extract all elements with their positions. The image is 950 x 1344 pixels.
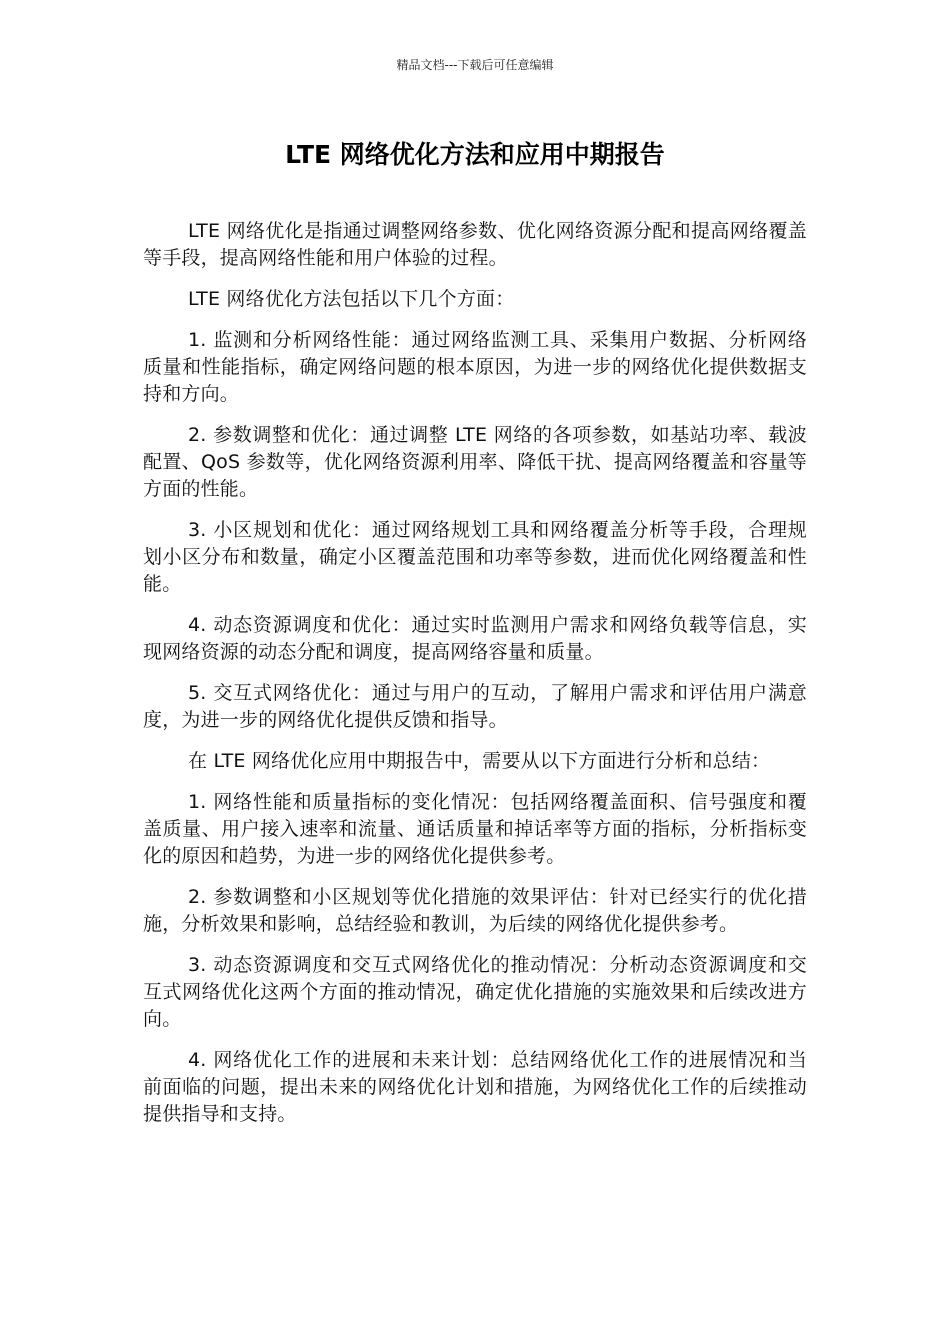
page-title: LTE 网络优化方法和应用中期报告: [285, 140, 665, 169]
paragraph-method-3: 3. 小区规划和优化：通过网络规划工具和网络覆盖分析等手段，合理规划小区分布和数量，确定小区覆盖范围和功率等参数，进而优化网络覆盖和性能。: [143, 519, 807, 595]
paragraph-method-4: 4. 动态资源调度和优化：通过实时监测用户需求和网络负载等信息，实现网络资源的动态分配和调度，提高网络容量和质量。: [143, 614, 807, 663]
paragraph-methods-lead: LTE 网络优化方法包括以下几个方面：: [188, 288, 515, 310]
paragraph-method-1: 1. 监测和分析网络性能：通过网络监测工具、采集用户数据、分析网络质量和性能指标，确定网络问题的根本原因，为进一步的网络优化提供数据支持和方向。: [143, 329, 807, 405]
paragraph-intro: LTE 网络优化是指通过调整网络参数、优化网络资源分配和提高网络覆盖等手段，提高网络性能和用户体验的过程。: [143, 220, 807, 269]
paragraph-report-4: 4. 网络优化工作的进展和未来计划：总结网络优化工作的进展情况和当前面临的问题，提出未来的网络优化计划和措施，为网络优化工作的后续推动提供指导和支持。: [143, 1049, 807, 1125]
paragraph-method-2: 2. 参数调整和优化：通过调整 LTE 网络的各项参数，如基站功率、载波配置、QoS 参数等，优化网络资源利用率、降低干扰、提高网络覆盖和容量等方面的性能。: [143, 424, 807, 500]
paragraph-report-2: 2. 参数调整和小区规划等优化措施的效果评估：针对已经实行的优化措施，分析效果和影响，总结经验和教训，为后续的网络优化提供参考。: [143, 886, 807, 935]
paragraph-report-lead: 在 LTE 网络优化应用中期报告中，需要从以下方面进行分析和总结：: [188, 750, 771, 772]
paragraph-method-5: 5. 交互式网络优化：通过与用户的互动，了解用户需求和评估用户满意度，为进一步的网络优化提供反馈和指导。: [143, 682, 807, 731]
paragraph-report-3: 3. 动态资源调度和交互式网络优化的推动情况：分析动态资源调度和交互式网络优化这两个方面的推动情况，确定优化措施的实施效果和后续改进方向。: [143, 954, 807, 1030]
paragraph-report-1: 1. 网络性能和质量指标的变化情况：包括网络覆盖面积、信号强度和覆盖质量、用户接入速率和流量、通话质量和掉话率等方面的指标，分析指标变化的原因和趋势，为进一步的网络优化提供参考。: [143, 791, 807, 867]
header-note: 精品文档---下载后可任意编辑: [396, 58, 554, 72]
document-body: [143, 218, 807, 1142]
